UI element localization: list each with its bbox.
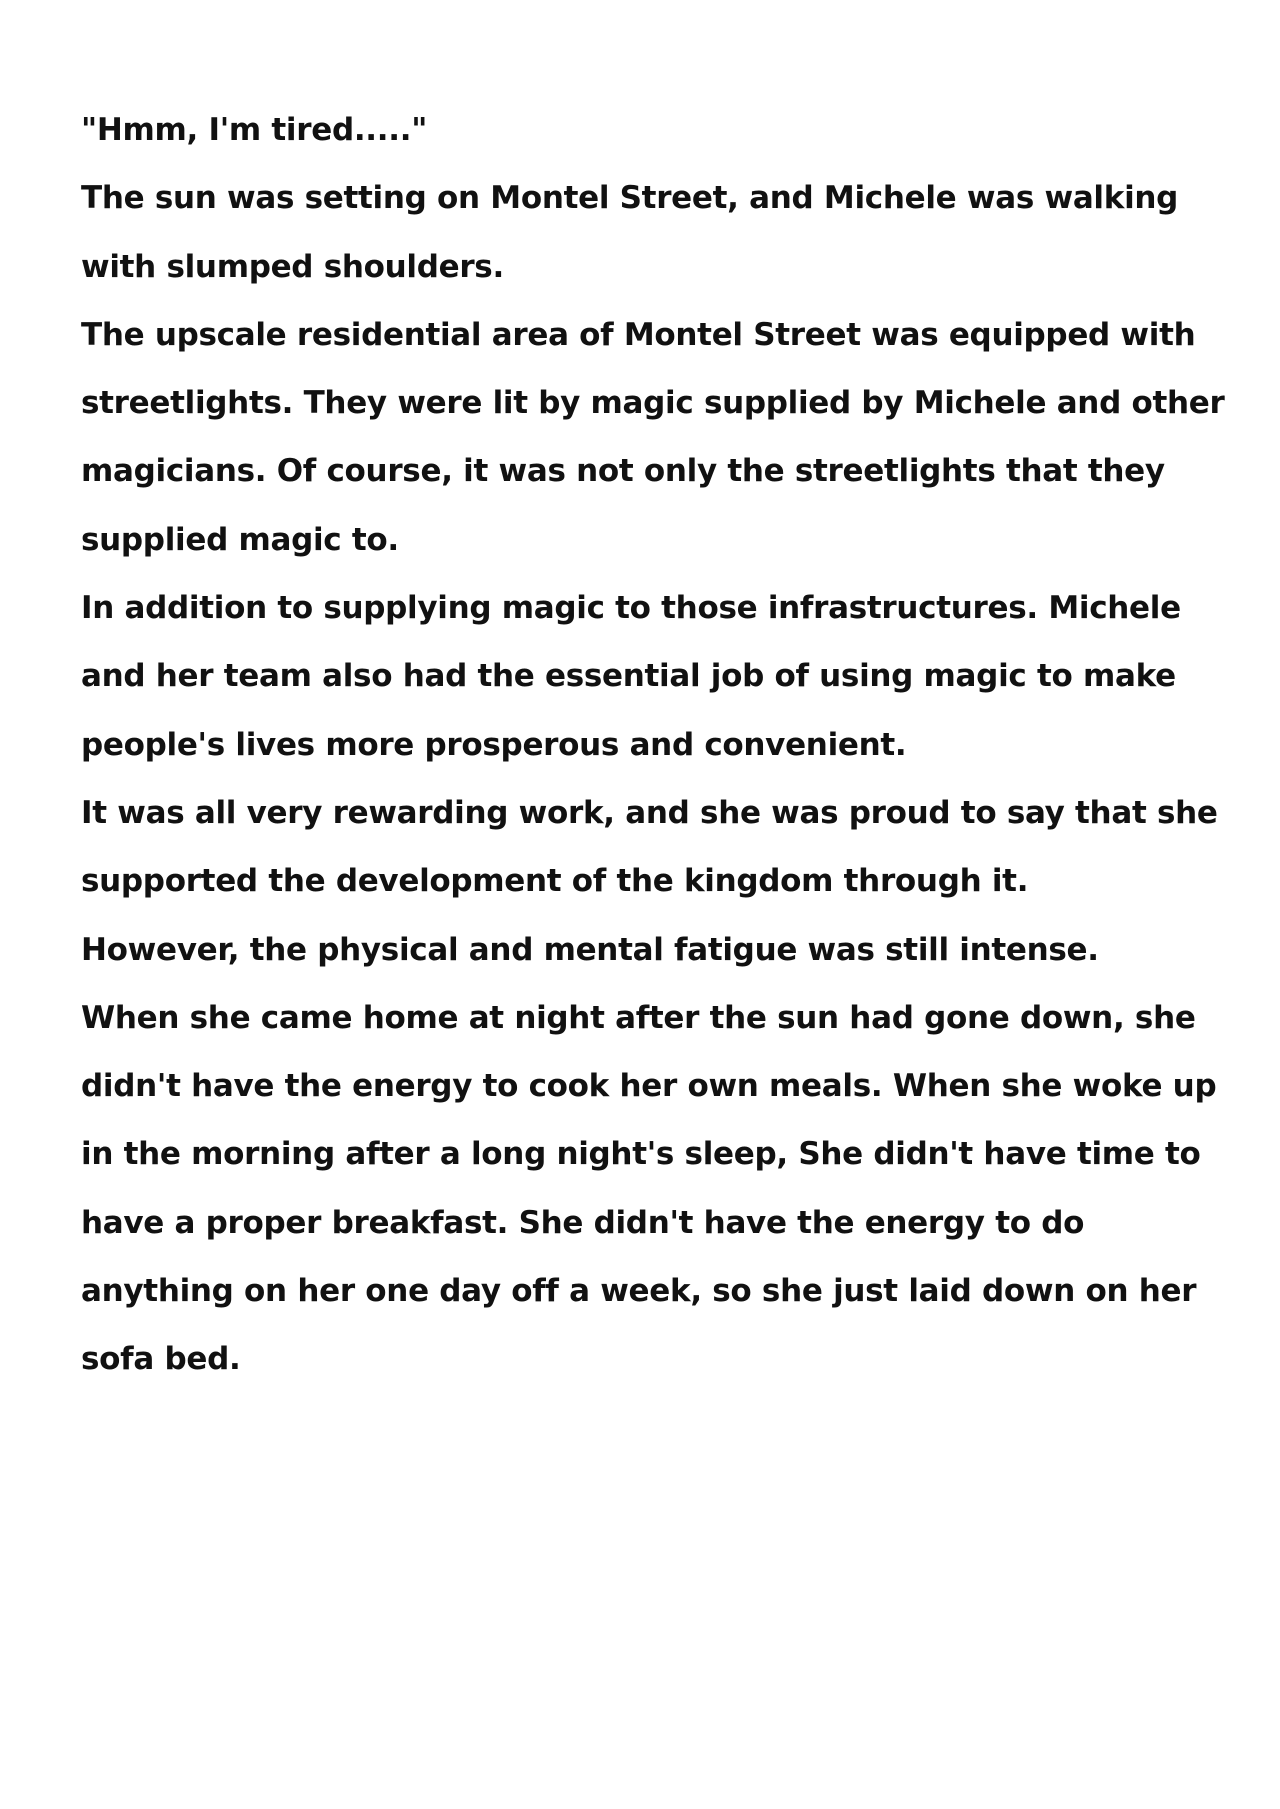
paragraph-rewarding-work: It was all very rewarding work, and she was proud to say that she supported the development of the kingdom through it. — [81, 794, 1218, 900]
paragraph-fatigue: However, the physical and mental fatigue was still intense. — [81, 931, 1099, 968]
paragraph-infrastructure: In addition to supplying magic to those infrastructures. Michele and her team also had the essential job of using magic to make people's lives more prosperous and convenient. — [81, 590, 1181, 763]
paragraph-sunset: The sun was setting on Montel Street, and Michele was walking with slumped shoulders. — [81, 180, 1179, 285]
paragraph-streetlights: The upscale residential area of Montel Street was equipped with streetlights. They were lit by magic supplied by Michele and other magicians. Of course, it was not only the streetlights that they supplied magic to. — [81, 316, 1225, 558]
story-text — [81, 96, 1231, 1394]
paragraph-dialogue: "Hmm, I'm tired....." — [81, 112, 428, 148]
paragraph-daily-life: When she came home at night after the sun had gone down, she didn't have the energy to cook her own meals. When she woke up in the morning after a long night's sleep, She didn't have time to have a proper breakfast. She didn't have the energy to do anything on her one day off a week, so she just laid down on her sofa bed. — [81, 999, 1217, 1378]
